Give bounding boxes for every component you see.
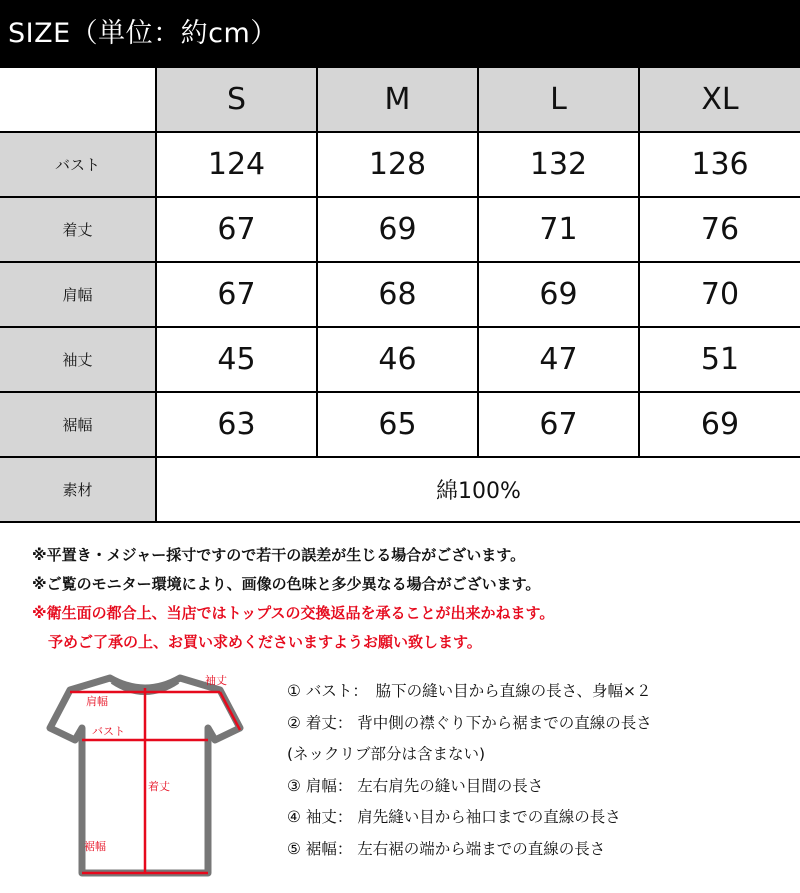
table-cell: 69 <box>317 197 478 262</box>
table-row <box>0 197 800 262</box>
table-row <box>0 262 800 327</box>
table-cell: 51 <box>639 327 800 392</box>
table-cell: 136 <box>639 132 800 197</box>
measurement-legend <box>287 676 787 865</box>
size-table <box>0 68 800 523</box>
row-label-sleeve: 袖丈 <box>0 327 156 392</box>
row-label-length: 着丈 <box>0 197 156 262</box>
table-row <box>0 132 800 197</box>
row-label-material: 素材 <box>0 457 156 522</box>
row-label-hem: 裾幅 <box>0 392 156 457</box>
table-cell: 124 <box>156 132 317 197</box>
diagram-label-shoulder: 肩幅 <box>86 695 108 708</box>
row-label-bust: バスト <box>0 132 156 197</box>
legend-length-note: (ネックリブ部分は含まない) <box>287 745 486 763</box>
table-cell: 67 <box>156 197 317 262</box>
size-header-l: L <box>478 68 639 132</box>
note-measurement: ※平置き・メジャー採寸ですので若干の誤差が生じる場合がございます。 <box>32 546 526 564</box>
tshirt-diagram <box>40 668 250 883</box>
size-header-row <box>0 68 800 132</box>
table-cell: 69 <box>478 262 639 327</box>
legend-length: ② 着丈： 背中側の襟ぐり下から裾までの直線の長さ <box>287 713 652 732</box>
table-cell: 67 <box>156 262 317 327</box>
legend-hem: ⑤ 裾幅： 左右裾の端から端までの直線の長さ <box>287 839 606 858</box>
note-acknowledge: 予めご了承の上、お買い求めくださいますようお願い致します。 <box>48 633 482 651</box>
table-cell: 47 <box>478 327 639 392</box>
table-cell: 45 <box>156 327 317 392</box>
legend-sleeve: ④ 袖丈： 肩先縫い目から袖口までの直線の長さ <box>287 808 621 826</box>
table-cell: 69 <box>639 392 800 457</box>
diagram-label-sleeve: 袖丈 <box>205 674 227 687</box>
table-row <box>0 327 800 392</box>
note-no-return: ※衛生面の都合上、当店ではトップスの交換返品を承ることが出来かねます。 <box>32 604 555 622</box>
diagram-label-hem: 裾幅 <box>84 840 106 853</box>
diagram-label-bust: バスト <box>92 725 125 738</box>
row-label-shoulder: 肩幅 <box>0 262 156 327</box>
note-monitor: ※ご覧のモニター環境により、画像の色味と多少異なる場合がございます。 <box>32 575 541 593</box>
size-header-xl: XL <box>639 68 800 132</box>
size-header-m: M <box>317 68 478 132</box>
table-cell: 65 <box>317 392 478 457</box>
table-cell: 67 <box>478 392 639 457</box>
material-row <box>0 457 800 522</box>
size-header-s: S <box>156 68 317 132</box>
corner-cell <box>0 68 156 132</box>
notes-block <box>32 541 792 657</box>
table-cell: 70 <box>639 262 800 327</box>
table-cell: 68 <box>317 262 478 327</box>
table-row <box>0 392 800 457</box>
legend-bust: ① バスト： 脇下の縫い目から直線の長さ、身幅×２ <box>287 682 652 700</box>
diagram-label-length: 着丈 <box>148 780 170 793</box>
legend-shoulder: ③ 肩幅： 左右肩先の縫い目間の長さ <box>287 776 544 795</box>
table-cell: 46 <box>317 327 478 392</box>
table-cell: 76 <box>639 197 800 262</box>
size-title: SIZE（単位：約cm） <box>8 18 278 49</box>
table-cell: 128 <box>317 132 478 197</box>
material-value: 綿100% <box>156 457 800 522</box>
table-cell: 63 <box>156 392 317 457</box>
table-cell: 71 <box>478 197 639 262</box>
size-title-bar <box>0 0 800 68</box>
table-cell: 132 <box>478 132 639 197</box>
